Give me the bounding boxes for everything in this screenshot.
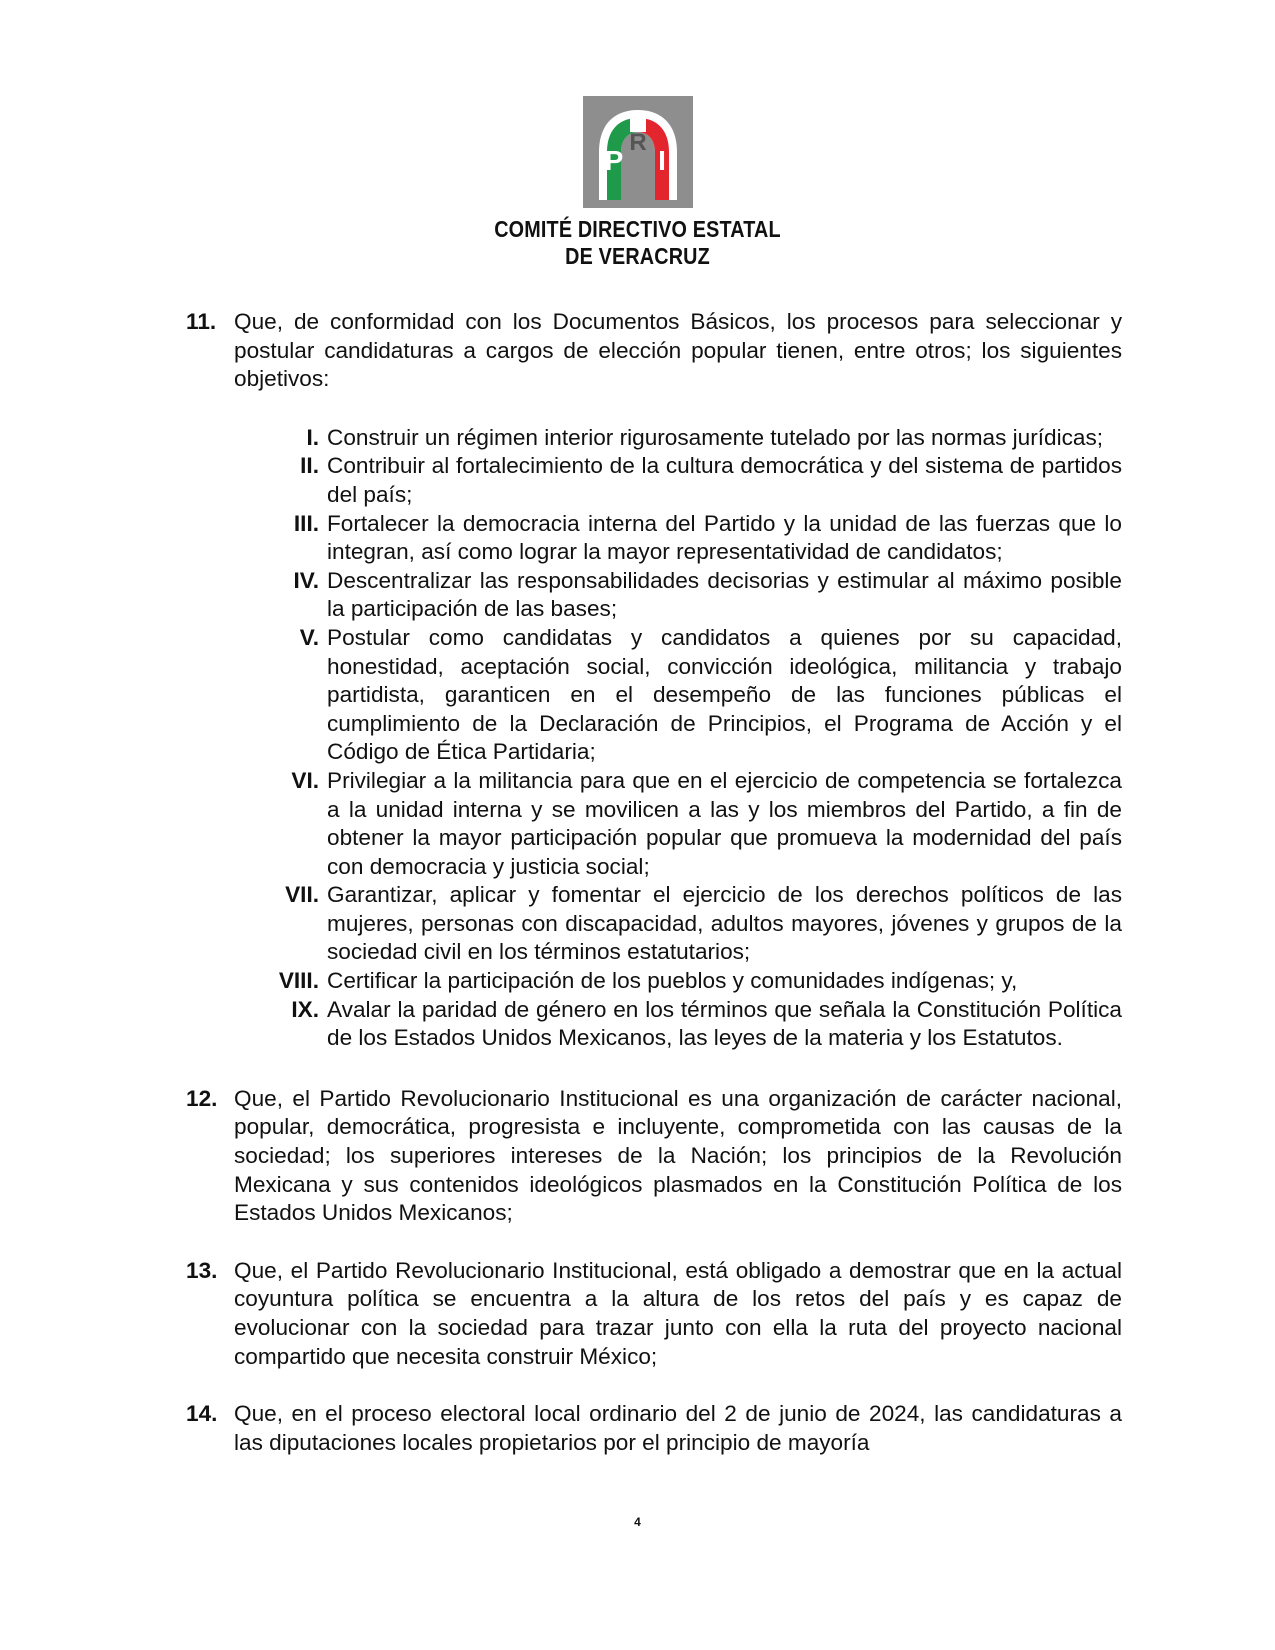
spacer xyxy=(186,1228,1122,1257)
objective-text: Descentralizar las responsabilidades decisorias y estimular al máximo posible la participación de las bases; xyxy=(327,567,1122,622)
clause-14 xyxy=(186,1400,1122,1457)
objective-numeral: I. xyxy=(306,424,319,450)
objective-text: Construir un régimen interior rigurosamente tutelado por las normas jurídicas; xyxy=(327,424,1104,450)
objective-numeral: VIII. xyxy=(278,968,319,994)
objective-numeral: VII. xyxy=(285,882,319,908)
clause-text: Que, el Partido Revolucionario Institucional, está obligado a demostrar que en la actual coyuntura política se encuentra a la altura de los retos del país y es capaz de evolucionar con la sociedad para trazar junto con ella la ruta del proyecto nacional compartido que necesita construir México; xyxy=(234,1257,1122,1369)
pri-logo xyxy=(583,96,693,208)
objective-item xyxy=(279,767,1122,881)
objective-numeral: II. xyxy=(300,453,319,479)
objective-text: Privilegiar a la militancia para que en el ejercicio de competencia se fortalezca a la unidad interna y se movilicen a las y los miembros del Partido, a fin de obtener la mayor participación popular que promueva la modernidad del país con democracia y justicia social; xyxy=(327,767,1122,879)
objective-text: Avalar la paridad de género en los términos que señala la Constitución Política de los Estados Unidos Mexicanos, las leyes de la materia y los Estatutos. xyxy=(327,996,1122,1051)
logo-letter: R xyxy=(628,129,647,156)
objective-item xyxy=(279,967,1122,996)
objective-text: Postular como candidatas y candidatos a quienes por su capacidad, honestidad, aceptación social, convicción ideológica, militancia y trabajo partidista, garanticen en el desempeño de las funciones públicas el cumplimiento de la Declaración de Principios, el Programa de Acción y el Código de Ética Partidaria; xyxy=(327,624,1122,765)
objective-text: Contribuir al fortalecimiento de la cultura democrática y del sistema de partidos del país; xyxy=(327,453,1122,507)
objective-item xyxy=(279,624,1122,767)
objectives-list xyxy=(234,424,1122,1053)
committee-title xyxy=(89,216,1186,270)
clause-number: 13. xyxy=(186,1257,218,1283)
clause-number: 14. xyxy=(186,1401,218,1427)
clause-text: Que, en el proceso electoral local ordinario del 2 de junio de 2024, las candidaturas a las diputaciones locales propietarios por el principio de mayoría xyxy=(234,1401,1122,1455)
objective-item xyxy=(279,881,1122,967)
page-number: 4 xyxy=(634,1515,641,1529)
spacer xyxy=(186,1371,1122,1400)
objective-text: Garantizar, aplicar y fomentar el ejercicio de los derechos políticos de las mujeres, personas con discapacidad, adultos mayores, jóvenes y grupos de la sociedad civil en los términos estatutarios; xyxy=(327,882,1122,965)
logo-letter: I xyxy=(657,145,666,176)
clause-12 xyxy=(186,1085,1122,1228)
objective-text: Fortalecer la democracia interna del Partido y la unidad de las fuerzas que lo integran, así como lograr la mayor representatividad de candidatos; xyxy=(327,510,1122,565)
document-body xyxy=(186,308,1122,1457)
objective-numeral: IX. xyxy=(291,996,319,1022)
objective-numeral: VI. xyxy=(291,767,319,793)
clause-number: 11. xyxy=(186,309,217,334)
objective-item xyxy=(279,424,1122,453)
title-line-2: DE VERACRUZ xyxy=(565,243,710,269)
document-header xyxy=(0,96,1275,270)
objective-item xyxy=(279,452,1122,509)
objective-item xyxy=(279,996,1122,1053)
clause-13 xyxy=(186,1257,1122,1371)
objective-numeral: V. xyxy=(299,624,319,650)
objective-item xyxy=(279,567,1122,624)
clause-11 xyxy=(186,308,1122,1053)
clause-number: 12. xyxy=(186,1085,218,1111)
clause-text: Que, de conformidad con los Documentos Básicos, los procesos para seleccionar y postular candidaturas a cargos de elección popular tienen, entre otros; los siguientes objetivos: xyxy=(234,309,1122,392)
objective-text: Certificar la participación de los pueblos y comunidades indígenas; y, xyxy=(327,968,1018,994)
clause-text: Que, el Partido Revolucionario Institucional es una organización de carácter nacional, popular, democrática, progresista e incluyente, comprometida con las causas de la sociedad; los superiores intereses de la Nación; los principios de la Revolución Mexicana y sus contenidos ideológicos plasmados en la Constitución Política de los Estados Unidos Mexicanos; xyxy=(234,1085,1122,1226)
objective-item xyxy=(279,510,1122,567)
logo-letter: P xyxy=(604,145,623,176)
objective-numeral: III. xyxy=(293,510,319,536)
objective-numeral: IV. xyxy=(293,567,319,593)
title-line-1: COMITÉ DIRECTIVO ESTATAL xyxy=(494,216,781,242)
